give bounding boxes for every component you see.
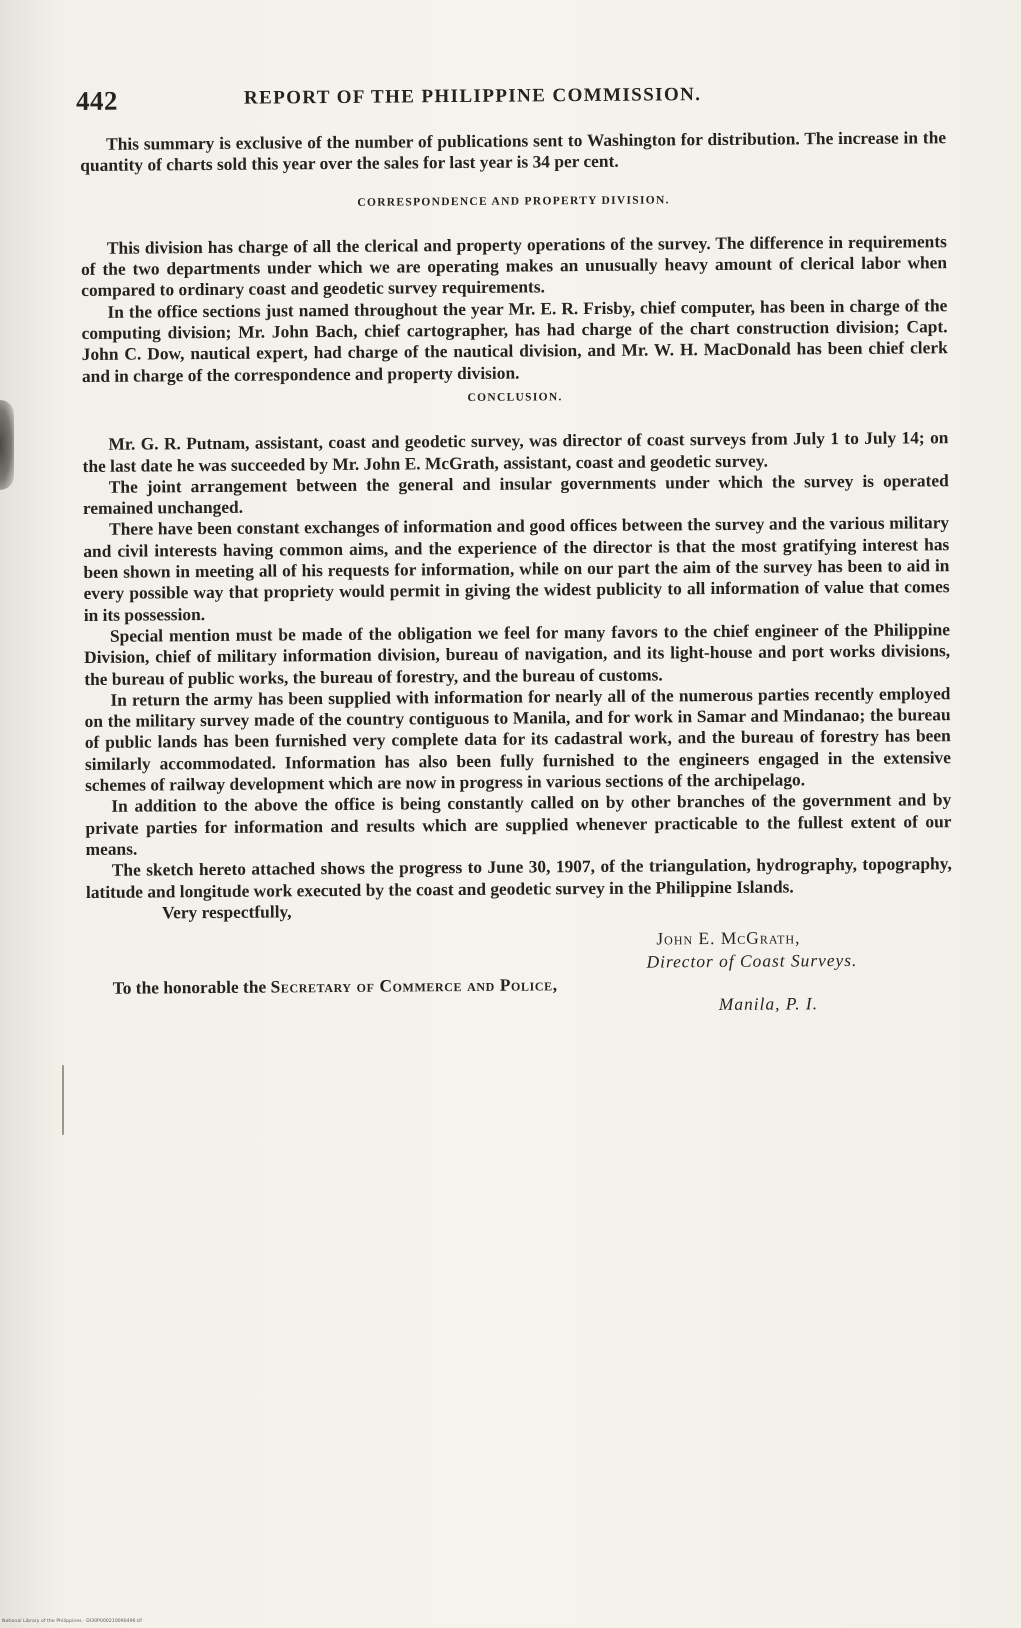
signature-block: [86, 925, 952, 978]
section-heading-conclusion: CONCLUSION.: [467, 391, 563, 404]
paragraph-correspondence-2: In the office sections just named throughout the year Mr. E. R. Frisby, chief computer, has been in charge of the computing division; Mr. John Bach, chief cartographer, has had charge of the chart construction division; Capt. John C. Dow, nautical expert, had charge of the nautical division, and Mr. W. H. MacDonald has been chief clerk and in charge of the correspondence and property division.: [81, 294, 948, 386]
addressee-office: Secretary of Commerce and Police,: [270, 974, 558, 997]
paragraph-conclusion-2: The joint arrangement between the general and insular governments under which the survey is operated remained unchanged.: [82, 470, 949, 519]
binding-edge-mark: [0, 400, 14, 490]
paragraph-conclusion-6: In addition to the above the office is being constantly called on by other branches of the government and by private parties for information and results which are supplied whenever practicable to the fullest extent of our means.: [85, 789, 952, 859]
paragraph-conclusion-5: In return the army has been supplied with information for nearly all of the numerous parties recently employed on the military survey made of the country contiguous to Manila, and for work in Samar and Mindanao; the bureau of public lands has been furnished very complete data for its cadastral work, and the bureau of forestry has been similarly accommodated. Information has also been fully furnished to the engineers engaged in the extensive schemes of railway development which are now in progress in various sections of the archipelago.: [84, 683, 951, 795]
signature-title: Director of Coast Surveys.: [646, 950, 858, 972]
paragraph-conclusion-4: Special mention must be made of the obligation we feel for many favors to the chief engineer of the Philippine Division, chief of military information division, bureau of navigation, and its light-house and port works divisions, the bureau of public works, the bureau of forestry, and the bureau of customs.: [84, 619, 951, 689]
margin-pencil-mark: [62, 1065, 64, 1135]
paragraph-correspondence-1: This division has charge of all the clerical and property operations of the survey. The difference in requirements of the two departments under which we are operating makes an unusually heavy amount of clerical labor when compared to ordinary coast and geodetic survey requirements.: [80, 231, 948, 301]
page-header: [76, 75, 946, 122]
scan-source-note: National Library of the Philippines · DI30P000210090496.tif: [2, 1619, 142, 1624]
paragraph-conclusion-3: There have been constant exchanges of information and good offices between the survey and the various military and civil interests having common aims, and the experience of the director is that the most gratifying interest has been shown in meeting all of his requests for information, while on our part the aim of the survey has been to aid in every possible way that propriety would permit in giving the widest publicity to all information of value that comes in its possession.: [83, 512, 950, 625]
running-head: REPORT OF THE PHILIPPINE COMMISSION.: [243, 84, 702, 109]
paragraph-conclusion-1: Mr. G. R. Putnam, assistant, coast and geodetic survey, was director of coast surveys from July 1 to July 14; on the last date he was succeeded by Mr. John E. McGrath, assistant, coast and geodetic survey.: [82, 427, 949, 476]
place-line: Manila, P. I.: [718, 993, 819, 1015]
paragraph-conclusion-7: The sketch hereto attached shows the progress to June 30, 1907, of the triangulation, hydrography, topography, latitude and longitude work executed by the coast and geodetic survey in the Philippine Islands.: [85, 853, 952, 902]
paragraph-intro: This summary is exclusive of the number of publications sent to Washington for distribution. The increase in the quantity of charts sold this year over the sales for last year is 34 per cent.: [80, 127, 947, 176]
body-text: [80, 127, 953, 1020]
section-heading-correspondence: CORRESPONDENCE AND PROPERTY DIVISION.: [357, 193, 670, 209]
signature-name: John E. McGrath,: [656, 927, 801, 949]
page-number: 442: [75, 85, 119, 116]
salutation: Very respectfully,: [162, 901, 292, 923]
addressee-prefix: To the honorable the: [112, 976, 267, 998]
